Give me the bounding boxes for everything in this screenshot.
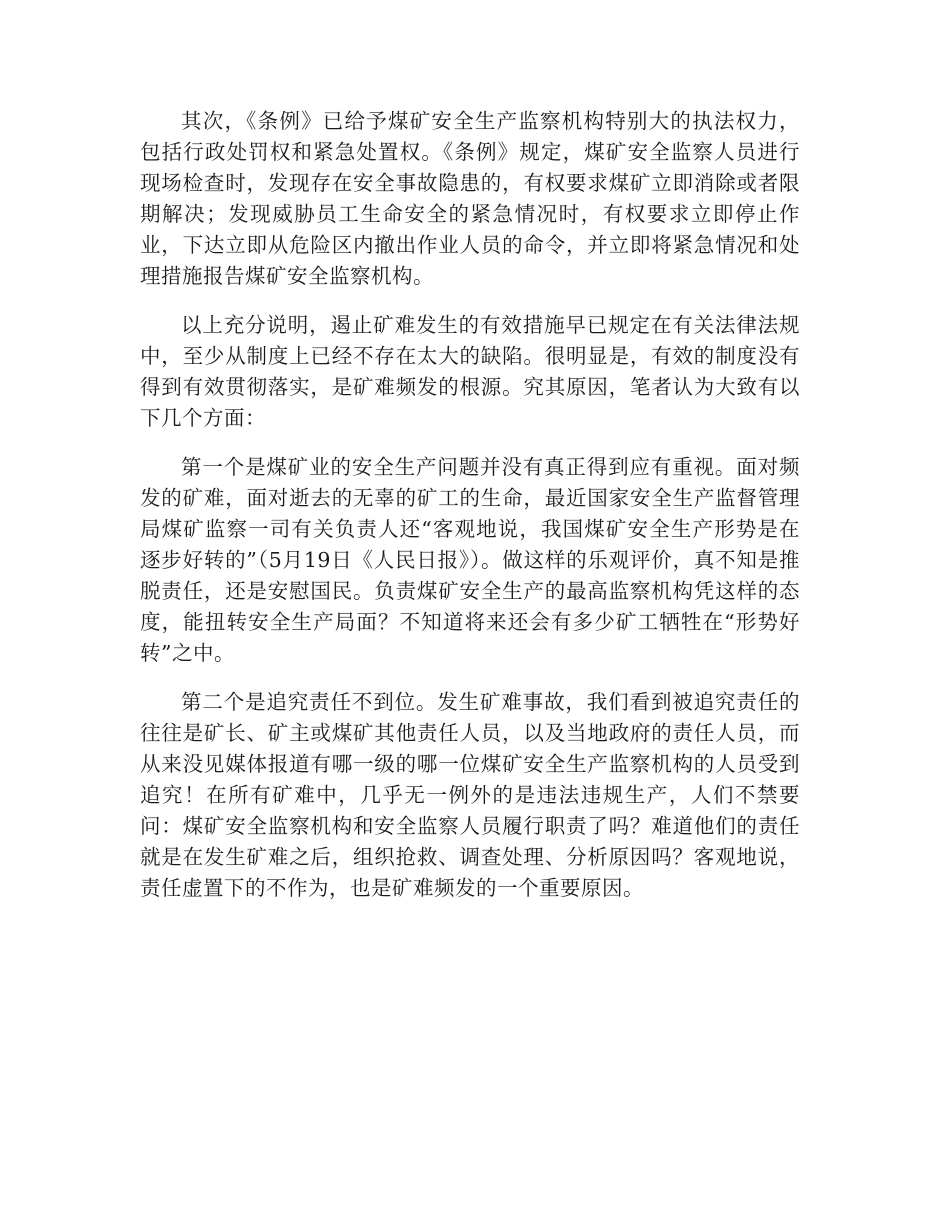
paragraph-1: 其次，《条例》已给予煤矿安全生产监察机构特别大的执法权力，包括行政处罚权和紧急处置权。《条例》规定，煤矿安全监察人员进行现场检查时，发现存在安全事故隐患的，有权要求煤矿立即消除或者限期解决；发现威胁员工生命安全的紧急情况时，有权要求立即停止作业，下达立即从危险区内撤出作业人员的命令，并立即将紧急情况和处理措施报告煤矿安全监察机构。 (140, 109, 800, 288)
paragraph-2: 以上充分说明，遏止矿难发生的有效措施早已规定在有关法律法规中，至少从制度上已经不存在太大的缺陷。很明显是，有效的制度没有得到有效贯彻落实，是矿难频发的根源。究其原因，笔者认为大致有以下几个方面： (140, 313, 800, 430)
document-body (140, 106, 800, 922)
paragraph-4: 第二个是追究责任不到位。发生矿难事故，我们看到被追究责任的往往是矿长、矿主或煤矿其他责任人员，以及当地政府的责任人员，而从来没见媒体报道有哪一级的哪一位煤矿安全生产监察机构的人员受到追究！在所有矿难中，几乎无一例外的是违法违规生产，人们不禁要问：煤矿安全监察机构和安全监察人员履行职责了吗？难道他们的责任就是在发生矿难之后，组织抢救、调查处理、分析原因吗？客观地说，责任虚置下的不作为，也是矿难频发的一个重要原因。 (140, 690, 800, 900)
paragraph-3: 第一个是煤矿业的安全生产问题并没有真正得到应有重视。面对频发的矿难，面对逝去的无辜的矿工的生命，最近国家安全生产监督管理局煤矿监察一司有关负责人还“客观地说，我国煤矿安全生产形势是在逐步好转的”（5月19日《人民日报》）。做这样的乐观评价，真不知是推脱责任，还是安慰国民。负责煤矿安全生产的最高监察机构凭这样的态度，能扭转安全生产局面？不知道将来还会有多少矿工牺牲在“形势好转”之中。 (140, 455, 800, 665)
